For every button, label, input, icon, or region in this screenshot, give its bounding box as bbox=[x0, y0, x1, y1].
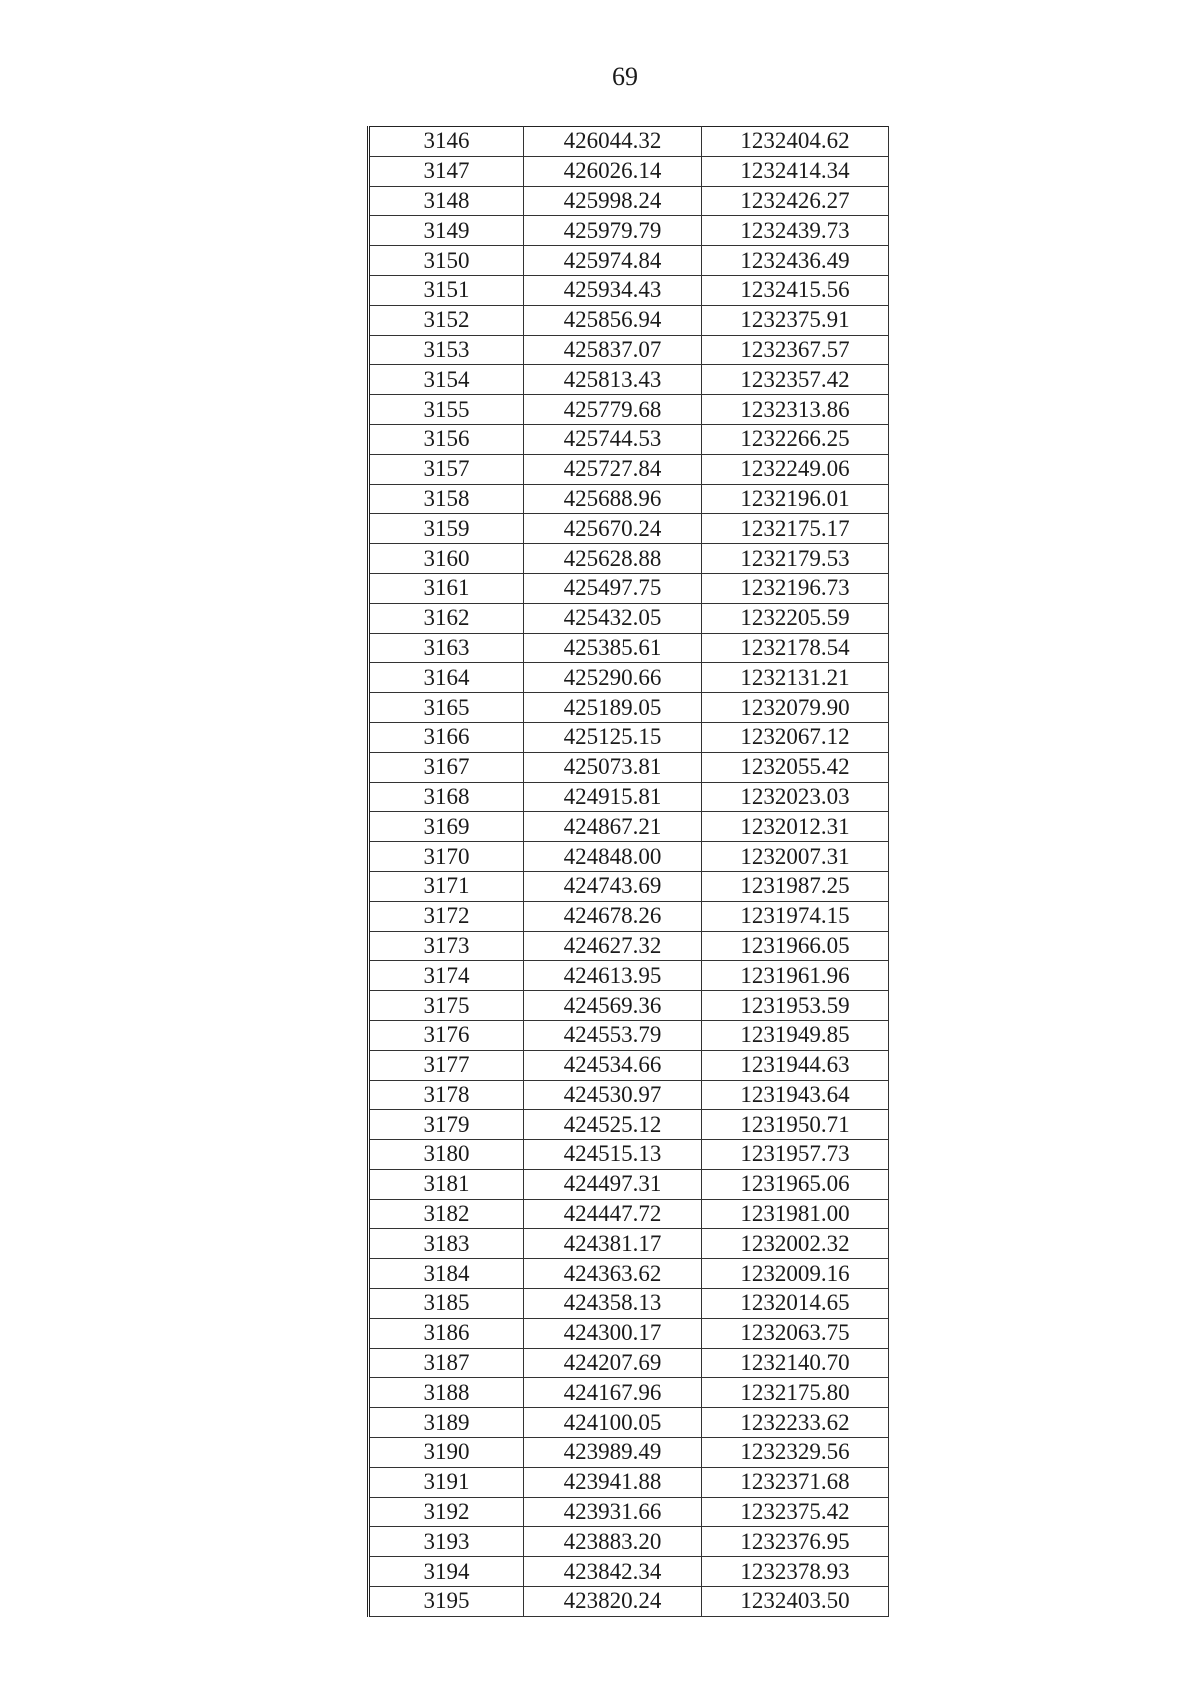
y-coordinate-cell: 1232196.73 bbox=[702, 573, 889, 603]
point-number-cell: 3172 bbox=[369, 901, 524, 931]
page-number: 69 bbox=[612, 62, 638, 91]
y-coordinate-cell: 1232414.34 bbox=[702, 156, 889, 186]
y-coordinate-cell: 1232178.54 bbox=[702, 633, 889, 663]
y-coordinate-cell: 1232367.57 bbox=[702, 335, 889, 365]
table-row bbox=[369, 1199, 889, 1229]
x-coordinate-cell: 425979.79 bbox=[524, 216, 702, 246]
point-number-cell: 3151 bbox=[369, 275, 524, 305]
x-coordinate-cell: 424525.12 bbox=[524, 1110, 702, 1140]
y-coordinate-cell: 1231961.96 bbox=[702, 961, 889, 991]
point-number-cell: 3146 bbox=[369, 127, 524, 157]
point-number-cell: 3180 bbox=[369, 1140, 524, 1170]
y-coordinate-cell: 1232403.50 bbox=[702, 1587, 889, 1617]
point-number-cell: 3159 bbox=[369, 514, 524, 544]
y-coordinate-cell: 1232371.68 bbox=[702, 1467, 889, 1497]
x-coordinate-cell: 424627.32 bbox=[524, 931, 702, 961]
y-coordinate-cell: 1232205.59 bbox=[702, 603, 889, 633]
y-coordinate-cell: 1232249.06 bbox=[702, 454, 889, 484]
point-number-cell: 3186 bbox=[369, 1318, 524, 1348]
point-number-cell: 3179 bbox=[369, 1110, 524, 1140]
table-row bbox=[369, 1080, 889, 1110]
point-number-cell: 3181 bbox=[369, 1169, 524, 1199]
table-row bbox=[369, 842, 889, 872]
table-row bbox=[369, 335, 889, 365]
x-coordinate-cell: 423842.34 bbox=[524, 1557, 702, 1587]
x-coordinate-cell: 426044.32 bbox=[524, 127, 702, 157]
table-row bbox=[369, 1497, 889, 1527]
x-coordinate-cell: 425974.84 bbox=[524, 246, 702, 276]
x-coordinate-cell: 424100.05 bbox=[524, 1408, 702, 1438]
point-number-cell: 3155 bbox=[369, 395, 524, 425]
y-coordinate-cell: 1232002.32 bbox=[702, 1229, 889, 1259]
table-row bbox=[369, 186, 889, 216]
y-coordinate-cell: 1232376.95 bbox=[702, 1527, 889, 1557]
y-coordinate-cell: 1232266.25 bbox=[702, 424, 889, 454]
table-row bbox=[369, 1557, 889, 1587]
table-row bbox=[369, 752, 889, 782]
y-coordinate-cell: 1232196.01 bbox=[702, 484, 889, 514]
point-number-cell: 3161 bbox=[369, 573, 524, 603]
x-coordinate-cell: 424534.66 bbox=[524, 1050, 702, 1080]
table-row bbox=[369, 693, 889, 723]
y-coordinate-cell: 1231974.15 bbox=[702, 901, 889, 931]
table-row bbox=[369, 1259, 889, 1289]
point-number-cell: 3171 bbox=[369, 871, 524, 901]
point-number-cell: 3193 bbox=[369, 1527, 524, 1557]
y-coordinate-cell: 1231965.06 bbox=[702, 1169, 889, 1199]
y-coordinate-cell: 1232140.70 bbox=[702, 1348, 889, 1378]
x-coordinate-cell: 424207.69 bbox=[524, 1348, 702, 1378]
x-coordinate-cell: 424515.13 bbox=[524, 1140, 702, 1170]
x-coordinate-cell: 423931.66 bbox=[524, 1497, 702, 1527]
table-row bbox=[369, 1050, 889, 1080]
y-coordinate-cell: 1232375.91 bbox=[702, 305, 889, 335]
point-number-cell: 3154 bbox=[369, 365, 524, 395]
x-coordinate-cell: 423820.24 bbox=[524, 1587, 702, 1617]
x-coordinate-cell: 425125.15 bbox=[524, 722, 702, 752]
x-coordinate-cell: 424553.79 bbox=[524, 1020, 702, 1050]
table-row bbox=[369, 961, 889, 991]
point-number-cell: 3158 bbox=[369, 484, 524, 514]
table-row bbox=[369, 1587, 889, 1617]
x-coordinate-cell: 424358.13 bbox=[524, 1289, 702, 1319]
table-row bbox=[369, 1318, 889, 1348]
x-coordinate-cell: 425779.68 bbox=[524, 395, 702, 425]
table-row bbox=[369, 633, 889, 663]
y-coordinate-cell: 1232378.93 bbox=[702, 1557, 889, 1587]
y-coordinate-cell: 1232233.62 bbox=[702, 1408, 889, 1438]
x-coordinate-cell: 424569.36 bbox=[524, 991, 702, 1021]
table-row bbox=[369, 275, 889, 305]
x-coordinate-cell: 424530.97 bbox=[524, 1080, 702, 1110]
x-coordinate-cell: 424613.95 bbox=[524, 961, 702, 991]
table-row bbox=[369, 663, 889, 693]
x-coordinate-cell: 425497.75 bbox=[524, 573, 702, 603]
y-coordinate-cell: 1231966.05 bbox=[702, 931, 889, 961]
table-row bbox=[369, 395, 889, 425]
x-coordinate-cell: 424497.31 bbox=[524, 1169, 702, 1199]
x-coordinate-cell: 425998.24 bbox=[524, 186, 702, 216]
y-coordinate-cell: 1232023.03 bbox=[702, 782, 889, 812]
point-number-cell: 3170 bbox=[369, 842, 524, 872]
point-number-cell: 3190 bbox=[369, 1438, 524, 1468]
y-coordinate-cell: 1232329.56 bbox=[702, 1438, 889, 1468]
point-number-cell: 3177 bbox=[369, 1050, 524, 1080]
x-coordinate-cell: 425385.61 bbox=[524, 633, 702, 663]
x-coordinate-cell: 424363.62 bbox=[524, 1259, 702, 1289]
x-coordinate-cell: 426026.14 bbox=[524, 156, 702, 186]
table-row bbox=[369, 216, 889, 246]
x-coordinate-cell: 425934.43 bbox=[524, 275, 702, 305]
point-number-cell: 3174 bbox=[369, 961, 524, 991]
point-number-cell: 3148 bbox=[369, 186, 524, 216]
table-row bbox=[369, 246, 889, 276]
y-coordinate-cell: 1232357.42 bbox=[702, 365, 889, 395]
point-number-cell: 3175 bbox=[369, 991, 524, 1021]
point-number-cell: 3147 bbox=[369, 156, 524, 186]
point-number-cell: 3153 bbox=[369, 335, 524, 365]
table-row bbox=[369, 1527, 889, 1557]
y-coordinate-cell: 1232079.90 bbox=[702, 693, 889, 723]
y-coordinate-cell: 1232439.73 bbox=[702, 216, 889, 246]
table-row bbox=[369, 931, 889, 961]
x-coordinate-cell: 425856.94 bbox=[524, 305, 702, 335]
point-number-cell: 3164 bbox=[369, 663, 524, 693]
table-row bbox=[369, 782, 889, 812]
table-row bbox=[369, 1229, 889, 1259]
point-number-cell: 3160 bbox=[369, 544, 524, 574]
point-number-cell: 3192 bbox=[369, 1497, 524, 1527]
x-coordinate-cell: 424167.96 bbox=[524, 1378, 702, 1408]
table-row bbox=[369, 1467, 889, 1497]
point-number-cell: 3169 bbox=[369, 812, 524, 842]
point-number-cell: 3189 bbox=[369, 1408, 524, 1438]
table-row bbox=[369, 365, 889, 395]
table-row bbox=[369, 901, 889, 931]
table-row bbox=[369, 156, 889, 186]
table-row bbox=[369, 454, 889, 484]
y-coordinate-cell: 1231957.73 bbox=[702, 1140, 889, 1170]
y-coordinate-cell: 1232007.31 bbox=[702, 842, 889, 872]
point-number-cell: 3150 bbox=[369, 246, 524, 276]
point-number-cell: 3195 bbox=[369, 1587, 524, 1617]
x-coordinate-cell: 424915.81 bbox=[524, 782, 702, 812]
point-number-cell: 3176 bbox=[369, 1020, 524, 1050]
point-number-cell: 3166 bbox=[369, 722, 524, 752]
table-row bbox=[369, 1438, 889, 1468]
table-row bbox=[369, 424, 889, 454]
point-number-cell: 3185 bbox=[369, 1289, 524, 1319]
table-row bbox=[369, 127, 889, 157]
x-coordinate-cell: 424381.17 bbox=[524, 1229, 702, 1259]
table-row bbox=[369, 1408, 889, 1438]
x-coordinate-cell: 423883.20 bbox=[524, 1527, 702, 1557]
table-row bbox=[369, 573, 889, 603]
table-row bbox=[369, 1110, 889, 1140]
y-coordinate-cell: 1232175.80 bbox=[702, 1378, 889, 1408]
x-coordinate-cell: 425744.53 bbox=[524, 424, 702, 454]
y-coordinate-cell: 1231987.25 bbox=[702, 871, 889, 901]
y-coordinate-cell: 1232055.42 bbox=[702, 752, 889, 782]
y-coordinate-cell: 1232426.27 bbox=[702, 186, 889, 216]
table-row bbox=[369, 1140, 889, 1170]
x-coordinate-cell: 425073.81 bbox=[524, 752, 702, 782]
x-coordinate-cell: 425837.07 bbox=[524, 335, 702, 365]
y-coordinate-cell: 1232009.16 bbox=[702, 1259, 889, 1289]
point-number-cell: 3168 bbox=[369, 782, 524, 812]
x-coordinate-cell: 424300.17 bbox=[524, 1318, 702, 1348]
x-coordinate-cell: 425628.88 bbox=[524, 544, 702, 574]
table-row bbox=[369, 722, 889, 752]
point-number-cell: 3165 bbox=[369, 693, 524, 723]
point-number-cell: 3163 bbox=[369, 633, 524, 663]
table-row bbox=[369, 514, 889, 544]
x-coordinate-cell: 423941.88 bbox=[524, 1467, 702, 1497]
point-number-cell: 3157 bbox=[369, 454, 524, 484]
point-number-cell: 3183 bbox=[369, 1229, 524, 1259]
point-number-cell: 3188 bbox=[369, 1378, 524, 1408]
x-coordinate-cell: 425813.43 bbox=[524, 365, 702, 395]
table-row bbox=[369, 871, 889, 901]
y-coordinate-cell: 1232063.75 bbox=[702, 1318, 889, 1348]
y-coordinate-cell: 1232415.56 bbox=[702, 275, 889, 305]
point-number-cell: 3167 bbox=[369, 752, 524, 782]
point-number-cell: 3184 bbox=[369, 1259, 524, 1289]
y-coordinate-cell: 1231950.71 bbox=[702, 1110, 889, 1140]
y-coordinate-cell: 1232375.42 bbox=[702, 1497, 889, 1527]
y-coordinate-cell: 1232175.17 bbox=[702, 514, 889, 544]
table-row bbox=[369, 1169, 889, 1199]
coordinates-table-body bbox=[369, 127, 889, 1617]
y-coordinate-cell: 1232404.62 bbox=[702, 127, 889, 157]
x-coordinate-cell: 424447.72 bbox=[524, 1199, 702, 1229]
x-coordinate-cell: 425432.05 bbox=[524, 603, 702, 633]
table-row bbox=[369, 1020, 889, 1050]
y-coordinate-cell: 1232067.12 bbox=[702, 722, 889, 752]
table-row bbox=[369, 812, 889, 842]
y-coordinate-cell: 1231943.64 bbox=[702, 1080, 889, 1110]
point-number-cell: 3156 bbox=[369, 424, 524, 454]
y-coordinate-cell: 1231981.00 bbox=[702, 1199, 889, 1229]
x-coordinate-cell: 425290.66 bbox=[524, 663, 702, 693]
x-coordinate-cell: 423989.49 bbox=[524, 1438, 702, 1468]
x-coordinate-cell: 425688.96 bbox=[524, 484, 702, 514]
y-coordinate-cell: 1231949.85 bbox=[702, 1020, 889, 1050]
point-number-cell: 3178 bbox=[369, 1080, 524, 1110]
x-coordinate-cell: 424848.00 bbox=[524, 842, 702, 872]
table-row bbox=[369, 1289, 889, 1319]
point-number-cell: 3173 bbox=[369, 931, 524, 961]
point-number-cell: 3162 bbox=[369, 603, 524, 633]
point-number-cell: 3149 bbox=[369, 216, 524, 246]
y-coordinate-cell: 1232131.21 bbox=[702, 663, 889, 693]
coordinates-table bbox=[367, 126, 889, 1617]
x-coordinate-cell: 425189.05 bbox=[524, 693, 702, 723]
table-row bbox=[369, 991, 889, 1021]
y-coordinate-cell: 1232436.49 bbox=[702, 246, 889, 276]
table-row bbox=[369, 544, 889, 574]
y-coordinate-cell: 1231953.59 bbox=[702, 991, 889, 1021]
table-row bbox=[369, 1378, 889, 1408]
table-row bbox=[369, 603, 889, 633]
point-number-cell: 3187 bbox=[369, 1348, 524, 1378]
table-row bbox=[369, 305, 889, 335]
x-coordinate-cell: 425727.84 bbox=[524, 454, 702, 484]
x-coordinate-cell: 424678.26 bbox=[524, 901, 702, 931]
y-coordinate-cell: 1232012.31 bbox=[702, 812, 889, 842]
table-row bbox=[369, 484, 889, 514]
x-coordinate-cell: 425670.24 bbox=[524, 514, 702, 544]
y-coordinate-cell: 1231944.63 bbox=[702, 1050, 889, 1080]
x-coordinate-cell: 424743.69 bbox=[524, 871, 702, 901]
x-coordinate-cell: 424867.21 bbox=[524, 812, 702, 842]
point-number-cell: 3182 bbox=[369, 1199, 524, 1229]
table-row bbox=[369, 1348, 889, 1378]
y-coordinate-cell: 1232014.65 bbox=[702, 1289, 889, 1319]
y-coordinate-cell: 1232179.53 bbox=[702, 544, 889, 574]
point-number-cell: 3152 bbox=[369, 305, 524, 335]
y-coordinate-cell: 1232313.86 bbox=[702, 395, 889, 425]
point-number-cell: 3194 bbox=[369, 1557, 524, 1587]
point-number-cell: 3191 bbox=[369, 1467, 524, 1497]
